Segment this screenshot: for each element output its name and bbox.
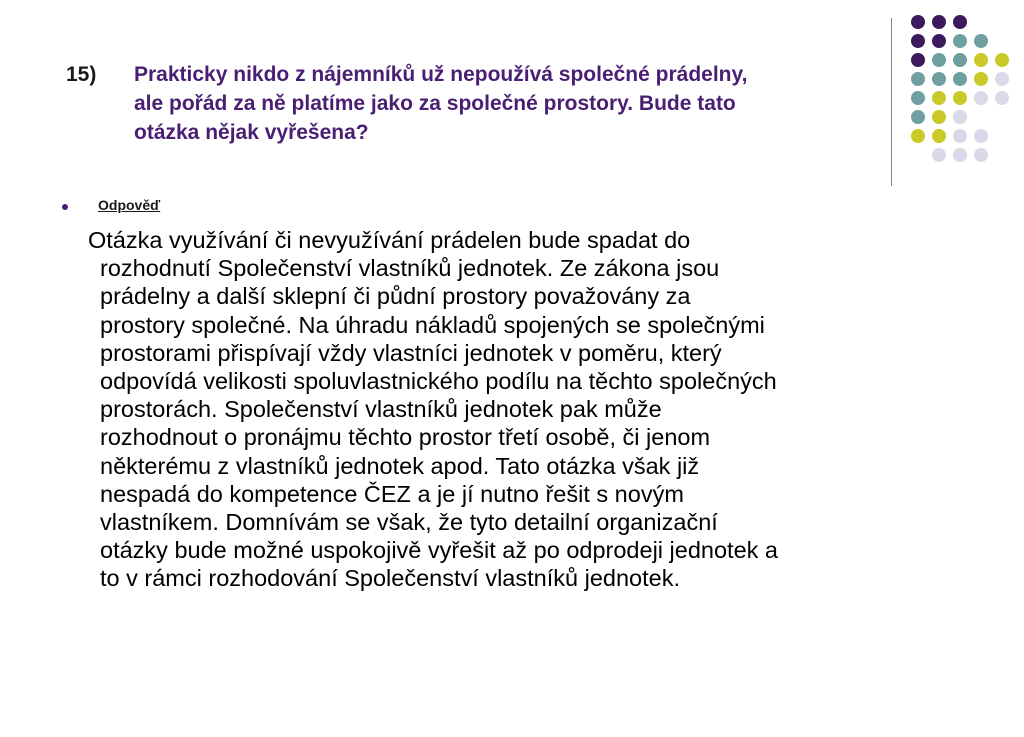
decorative-dot	[932, 129, 946, 143]
decorative-dot	[932, 34, 946, 48]
decorative-dot	[995, 91, 1009, 105]
decorative-dot	[932, 72, 946, 86]
decorative-dot	[953, 91, 967, 105]
decorative-dot	[974, 34, 988, 48]
decorative-dot	[995, 53, 1009, 67]
answer-line: Otázka využívání či nevyužívání prádelen bude spadat do	[88, 227, 691, 253]
bullet-icon	[62, 204, 68, 210]
decorative-dot	[974, 72, 988, 86]
question-line: Prakticky nikdo z nájemníků už nepoužívá společné prádelny,	[134, 63, 748, 86]
decorative-dot	[953, 34, 967, 48]
answer-line: rozhodnutí Společenství vlastníků jednotek. Ze zákona jsou	[100, 255, 720, 282]
decorative-dot	[932, 91, 946, 105]
answer-line: prádelny a další sklepní či půdní prostory považovány za	[100, 283, 691, 310]
answer-line: nespadá do kompetence ČEZ a je jí nutno řešit s novým	[100, 480, 684, 507]
answer-label: Odpověď	[98, 197, 161, 213]
question-line: otázka nějak vyřešena?	[134, 121, 369, 144]
answer-line: prostorami přispívají vždy vlastníci jednotek v poměru, který	[100, 339, 722, 366]
decorative-dot	[995, 72, 1009, 86]
decorative-dot	[953, 110, 967, 124]
decorative-dot	[932, 110, 946, 124]
decorative-dot	[911, 34, 925, 48]
answer-line: to v rámci rozhodování Společenství vlastníků jednotek.	[100, 565, 680, 592]
divider-line	[891, 18, 892, 186]
decorative-dot	[932, 148, 946, 162]
decorative-dot	[953, 129, 967, 143]
answer-line: otázky bude možné uspokojivě vyřešit až po odprodeji jednotek a	[100, 537, 778, 564]
answer-line: prostory společné. Na úhradu nákladů spojených se společnými	[100, 311, 765, 338]
decorative-dot	[953, 53, 967, 67]
decorative-dot	[911, 110, 925, 124]
decorative-dot	[911, 129, 925, 143]
question-line: ale pořád za ně platíme jako za společné prostory. Bude tato	[134, 92, 736, 115]
decorative-dot	[932, 15, 946, 29]
decorative-dot	[911, 53, 925, 67]
decorative-dot	[974, 148, 988, 162]
slide-title	[66, 60, 886, 147]
decorative-dot	[911, 15, 925, 29]
decorative-dot	[911, 72, 925, 86]
decorative-dot	[953, 72, 967, 86]
answer-text	[88, 226, 968, 593]
answer-line: některému z vlastníků jednotek apod. Tato otázka však již	[100, 452, 700, 479]
answer-line: odpovídá velikosti spoluvlastnického podílu na těchto společných	[100, 368, 777, 395]
answer-line: rozhodnout o pronájmu těchto prostor třetí osobě, či jenom	[100, 424, 711, 451]
decorative-dot	[932, 53, 946, 67]
question-text	[134, 60, 747, 147]
decorative-dot	[974, 91, 988, 105]
answer-line: vlastníkem. Domnívám se však, že tyto detailní organizační	[100, 509, 718, 536]
decorative-dot	[953, 148, 967, 162]
decorative-dot	[911, 91, 925, 105]
answer-line: prostorách. Společenství vlastníků jednotek pak může	[100, 396, 662, 423]
decorative-dot	[953, 15, 967, 29]
decorative-dot	[974, 129, 988, 143]
decorative-dot	[974, 53, 988, 67]
question-number: 15)	[66, 63, 97, 86]
